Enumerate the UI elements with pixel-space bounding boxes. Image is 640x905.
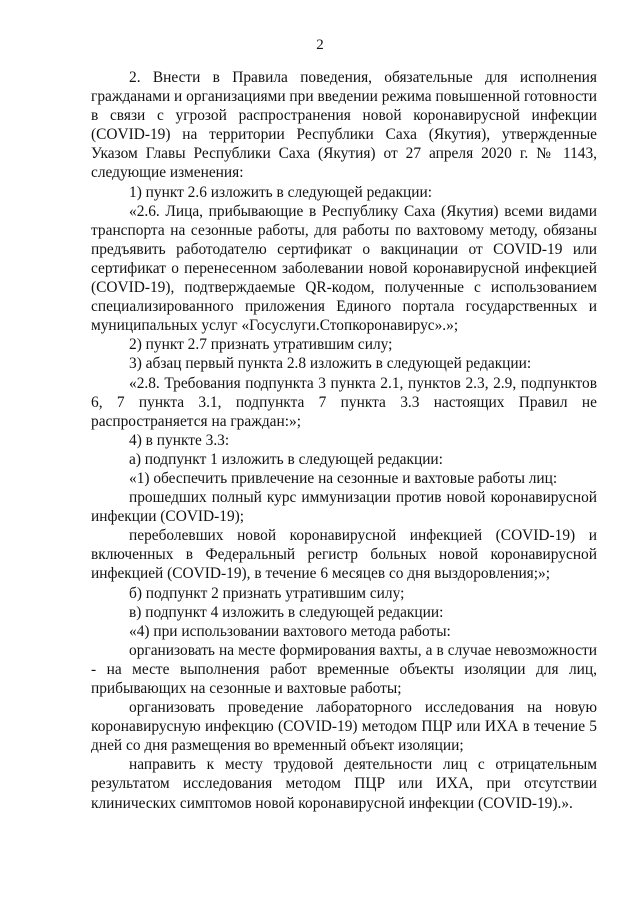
paragraph-lab-testing: организовать проведение лабораторного исследования на новую коронавирусную инфекцию (COVID-19) методом ПЦР или ИХА в течение 5 дней со дня размещения во временный объект изоляции; [91, 699, 597, 755]
paragraph-immunized: прошедших полный курс иммунизации против новой коронавирусной инфекции (COVID-19); [91, 489, 597, 526]
document-body [91, 68, 597, 813]
paragraph-clause-2-8: «2.8. Требования подпункта 3 пункта 2.1, пунктов 2.3, 2.9, подпунктов 6, 7 пункта 3.1, подпункта 7 пункта 3.3 настоящих Правил не распространяется на граждан:»; [91, 374, 597, 430]
paragraph-subitem-a: а) подпункт 1 изложить в следующей редакции: [129, 450, 443, 468]
paragraph-isolation-facilities: организовать на месте формирования вахты, а в случае невозможности - на месте выполнения работ временные объекты изоляции для лиц, прибывающих на сезонные и вахтовые работы; [91, 641, 597, 697]
paragraph-item-1: 1) пункт 2.6 изложить в следующей редакции: [129, 183, 433, 201]
paragraph-clause-4-intro: «4) при использовании вахтового метода работы: [129, 622, 451, 640]
paragraph-item-4: 4) в пункте 3.3: [129, 431, 230, 449]
paragraph-subitem-v: в) подпункт 4 изложить в следующей редакции: [129, 603, 444, 621]
paragraph-recovered: переболевших новой коронавирусной инфекцией (COVID-19) и включенных в Федеральный регистр больных новой коронавирусной инфекцией (COVID-19), в течение 6 месяцев со дня выздоровления;»; [91, 527, 597, 583]
paragraph-amendment-intro: 2. Внести в Правила поведения, обязательные для исполнения гражданами и организациями при введении режима повышенной готовности в связи с угрозой распространения новой коронавирусной инфекции (COVID-19) на территории Республики Саха (Якутия), утвержденные Указом Главы Республики Саха (Якутия) от 27 апреля 2020 г. № 1143, следующие изменения: [91, 69, 597, 182]
paragraph-item-2: 2) пункт 2.7 признать утратившим силу; [129, 336, 393, 354]
paragraph-clause-2-6: «2.6. Лица, прибывающие в Республику Саха (Якутия) всеми видами транспорта на сезонные работы, для работы по вахтовому методу, обязаны предъявить работодателю сертификат о вакцинации от COVID-19 или сертификат о перенесенном заболевании новой коронавирусной инфекцией (COVID-19), подтверждаемые QR-кодом, полученные с использованием специализированного приложения Единого портала государственных и муниципальных услуг «Госуслуги.Стопкоронавирус».»; [91, 202, 597, 335]
page-number: 2 [316, 37, 324, 53]
paragraph-item-3: 3) абзац первый пункта 2.8 изложить в следующей редакции: [129, 355, 532, 373]
paragraph-dispatch-workers: направить к месту трудовой деятельности лиц с отрицательным результатом исследования методом ПЦР или ИХА, при отсутствии клинических симптомов новой коронавирусной инфекции (COVID-19).». [91, 756, 597, 812]
paragraph-clause-1-intro: «1) обеспечить привлечение на сезонные и вахтовые работы лиц: [129, 469, 558, 487]
paragraph-subitem-b: б) подпункт 2 признать утратившим силу; [129, 584, 405, 602]
